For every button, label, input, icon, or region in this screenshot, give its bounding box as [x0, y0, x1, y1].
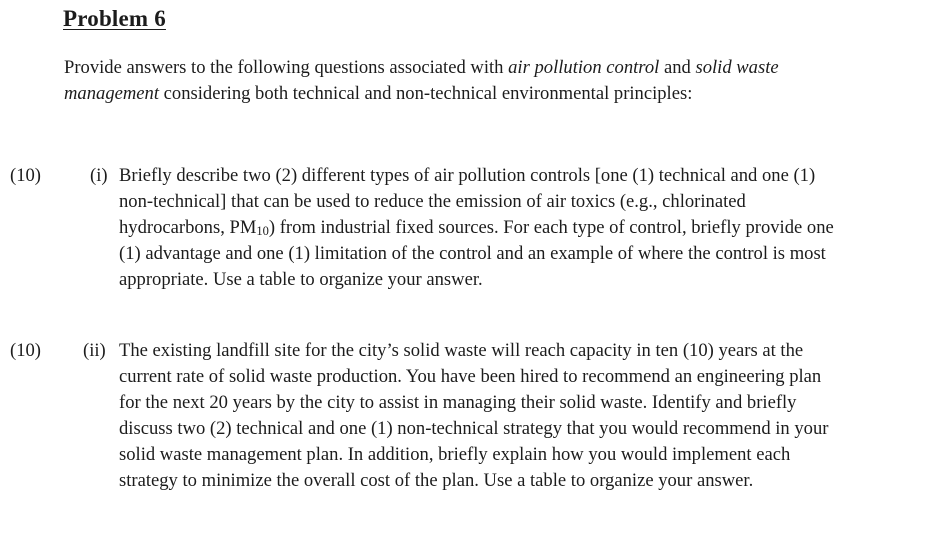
question-i-subscript: 10 — [256, 224, 269, 238]
intro-italic-solid-waste-management: solid waste management — [64, 57, 779, 104]
question-i-numeral: (i) — [90, 165, 108, 186]
question-i-text — [119, 163, 839, 293]
question-ii-text: The existing landfill site for the city’s solid waste will reach capacity in ten (10) years at the current rate of solid waste production. You have been hired to recommend an engineering plan for the next 20 years by the city to assist in managing their solid waste. Identify and briefly discuss two (2) technical and one (1) non-technical strategy that you would recommend in your solid waste management plan. In addition, briefly explain how you would implement each strategy to minimize the overall cost of the plan. Use a table to organize your answer. — [119, 340, 829, 491]
question-i-text-part-2: ) from industrial fixed sources. For each type of control, briefly provide one (1) advantage and one (1) limitation of the control and an example of where the control is most appropriate. Use a table to organize your answer. — [119, 217, 834, 290]
question-i-points: (10) — [10, 165, 41, 186]
question-i-text-part-1: Briefly describe two (2) different types of air pollution controls [one (1) technical and one (1) non-technical] that can be used to reduce the emission of air toxics (e.g., chlorinated hydrocarbons, PM — [119, 165, 816, 238]
problem-title: Problem 6 — [63, 6, 166, 31]
intro-text-start: Provide answers to the following questions associated with — [64, 57, 509, 78]
question-ii-points: (10) — [10, 340, 41, 361]
intro-text-end: considering both technical and non-technical environmental principles: — [159, 83, 693, 104]
question-ii-numeral: (ii) — [83, 340, 106, 361]
intro-italic-air-pollution-control: air pollution control — [508, 57, 660, 78]
problem-intro — [64, 55, 864, 107]
intro-text-and: and — [659, 57, 696, 78]
